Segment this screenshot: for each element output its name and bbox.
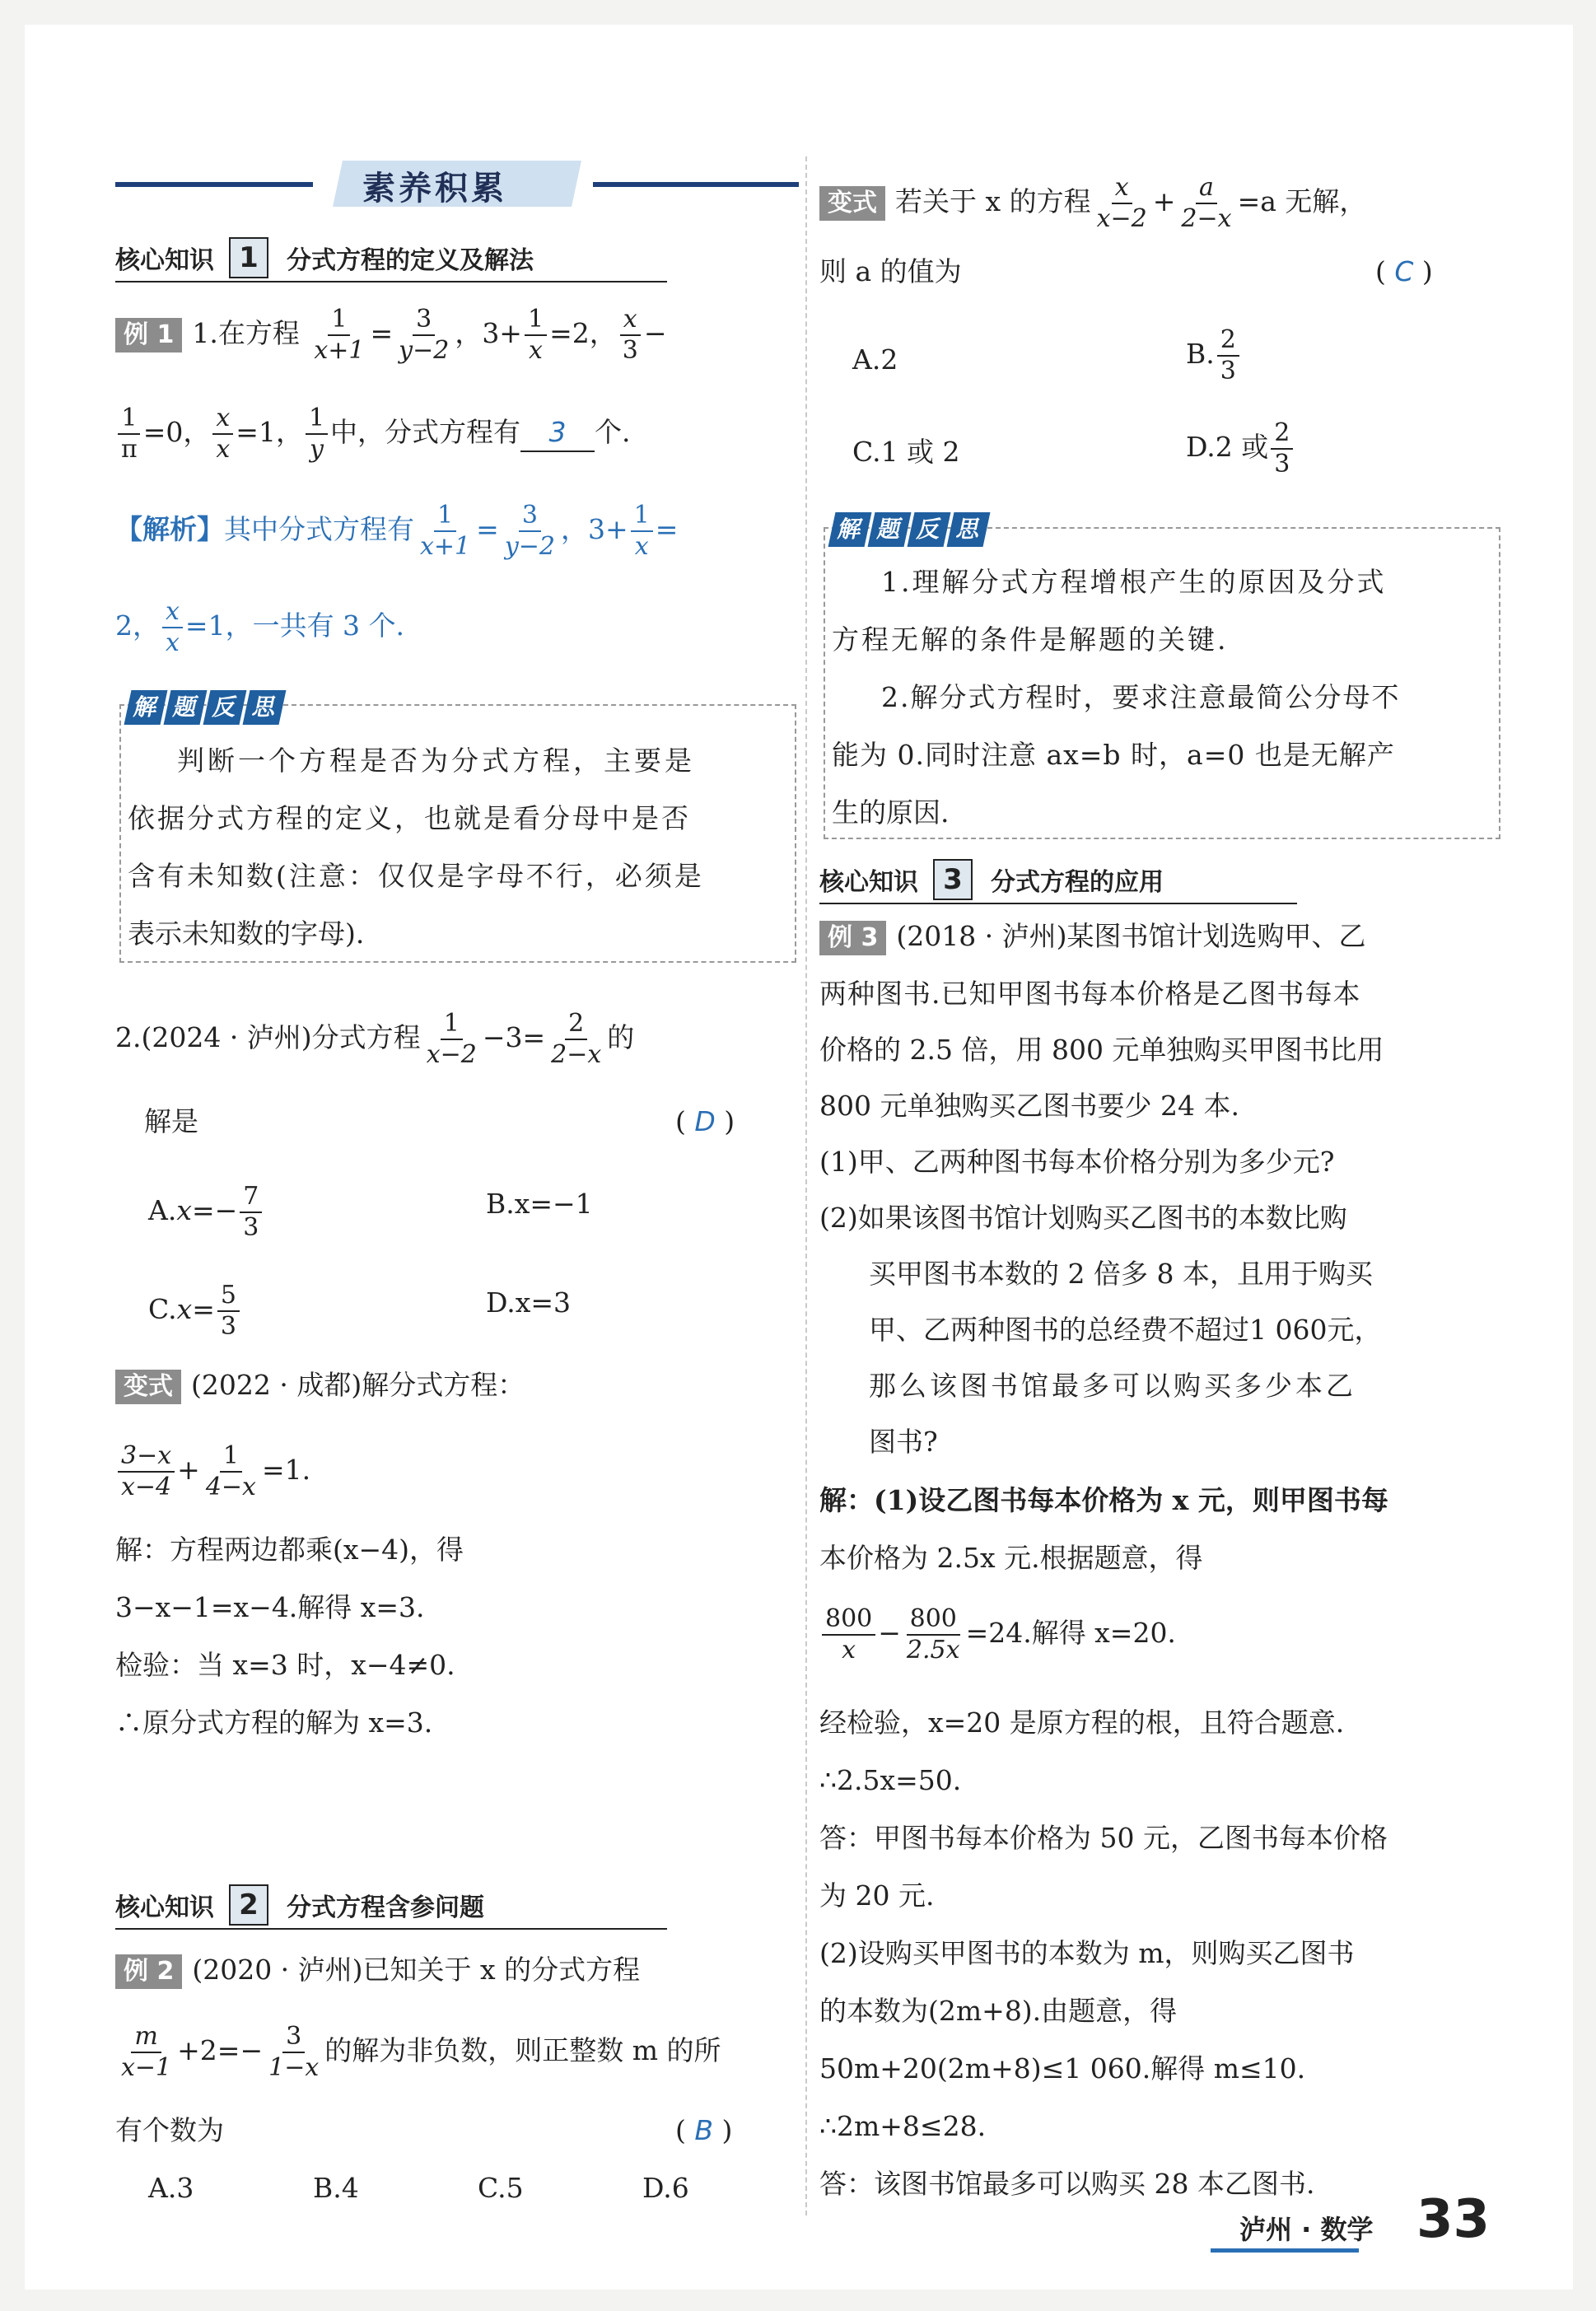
- header-rule-right: [593, 182, 799, 187]
- fraction: $\frac{2}{2-x}$: [551, 1009, 602, 1069]
- header-title-text: 素养积累: [362, 170, 507, 208]
- ex3-solution-line: 50m+20(2m+8)≤1 060.解得 m≤10.: [819, 2052, 1306, 2085]
- ex1-analysis-line1: 【解析】其中分式方程有 $\frac{1}{x+1}$ = $\frac{3}{y-2}$ ，3+ $\frac{1}{x}$ =: [115, 501, 679, 561]
- var2-line2: 则 a 的值为: [819, 255, 962, 287]
- section1-number: 1: [229, 237, 268, 278]
- section1-title: 分式方程的定义及解法: [287, 246, 534, 275]
- var2-option-a: A.2: [852, 343, 898, 376]
- ex1-tag: 例 1: [115, 318, 182, 352]
- reflect1-line: 判断一个方程是否为分式方程，主要是: [177, 745, 695, 777]
- ex3-solution-line: ∴2.5x=50.: [819, 1764, 962, 1796]
- fraction: $\frac{3-x}{x-4}$: [118, 1441, 175, 1502]
- section3-number: 3: [933, 859, 973, 900]
- ex3-equation: $\frac{800}{x}$ − $\frac{800}{2.5x}$ =24.解得 x=20.: [819, 1604, 1176, 1665]
- var2-tag: 变式: [819, 186, 885, 221]
- footer-underline: [1211, 2248, 1359, 2253]
- section3-heading: [819, 857, 1297, 904]
- section1-heading: [115, 235, 667, 282]
- reflection-title-1: 解 题 反 思: [128, 690, 282, 725]
- var2-line1: 变式 若关于 x 的方程 $\frac{x}{x-2}$ + $\frac{a}{2-x}$ =a 无解，: [819, 173, 1366, 234]
- ex3-solution-line: 解：(1)设乙图书每本价格为 x 元，则甲图书每: [819, 1484, 1388, 1516]
- column-divider: [805, 156, 807, 2215]
- q2-line2: 解是: [144, 1105, 198, 1137]
- ex3-solution-line: (2)设购买甲图书的本数为 m，则购买乙图书: [819, 1937, 1355, 1969]
- fraction: $\frac{1}{x}$: [631, 501, 653, 562]
- ex3-line: 800 元单独购买乙图书要少 24 本.: [819, 1090, 1239, 1122]
- reflect1-line: 表示未知数的字母).: [128, 917, 365, 950]
- reflect2-line: 2.解分式方程时，要求注意最简公分母不: [881, 681, 1401, 713]
- fraction: $\frac{1}{4-x}$: [205, 1441, 256, 1501]
- var1-equation: $\frac{3-x}{x-4}$ + $\frac{1}{4-x}$ =1.: [115, 1441, 310, 1502]
- fraction: $\frac{2}{3}$: [1217, 325, 1239, 386]
- fraction: $\frac{1}{x-2}$: [426, 1009, 477, 1069]
- ex3-line: (1)甲、乙两种图书每本价格分别为多少元?: [819, 1146, 1335, 1178]
- q2-line1: 2.(2024 · 泸州)分式方程 $\frac{1}{x-2}$ −3= $\frac{2}{2-x}$ 的: [115, 1009, 635, 1069]
- fraction: $\frac{1}{x}$: [525, 305, 547, 366]
- fraction: $\frac{1}{y}$: [306, 404, 328, 465]
- q2-option-a: A.x=− $\frac{7}{3}$: [148, 1182, 264, 1243]
- ex2-tag: 例 2: [115, 1954, 182, 1989]
- fraction: $\frac{3}{y-2}$: [399, 305, 450, 365]
- page-number: 33: [1416, 2189, 1491, 2250]
- section3-title: 分式方程的应用: [991, 868, 1164, 897]
- var2-option-b: B. $\frac{2}{3}$: [1186, 325, 1242, 386]
- ex3-line: 图书?: [869, 1426, 938, 1458]
- section2-title: 分式方程含参问题: [287, 1893, 484, 1922]
- reflect1-line: 依据分式方程的定义，也就是看分母中是否: [128, 802, 691, 834]
- reflection-title-2: 解 题 反 思: [832, 512, 987, 547]
- fraction: $\frac{7}{3}$: [240, 1182, 262, 1243]
- reflect1-line: 含有未知数(注意：仅仅是字母不行，必须是: [128, 860, 704, 892]
- fraction: $\frac{3}{1-x}$: [268, 2022, 320, 2082]
- var2-answer: ( C ): [1375, 255, 1433, 287]
- ex3-line: 例 3 (2018 · 泸州)某图书馆计划选购甲、乙: [819, 918, 1366, 955]
- fraction: $\frac{a}{2-x}$: [1181, 173, 1232, 233]
- ex2-option: C.5: [478, 2172, 524, 2204]
- fraction: $\frac{x}{x}$: [162, 597, 183, 658]
- section1-label: 核心知识: [115, 246, 214, 275]
- ex3-solution-line: 经检验，x=20 是原方程的根，且符合题意.: [819, 1706, 1345, 1739]
- ex2-option: B.4: [313, 2172, 359, 2204]
- fraction: $\frac{1}{x+1}$: [420, 501, 471, 561]
- ex3-solution-line: 的本数为(2m+8).由题意，得: [819, 1995, 1178, 2027]
- ex3-solution-line: ∴2m+8≤28.: [819, 2110, 987, 2142]
- ex1-line2: $\frac{1}{\pi}$ =0， $\frac{x}{x}$ =1， $\frac{1}{y}$ 中，分式方程有 3 个.: [115, 404, 631, 465]
- fraction: $\frac{m}{x-1}$: [121, 2022, 172, 2082]
- fraction: $\frac{1}{x+1}$: [314, 305, 365, 365]
- ex1-analysis-line2: 2， $\frac{x}{x}$ =1，一共有 3 个.: [115, 597, 405, 657]
- var2-option-d: D.2 或 $\frac{2}{3}$: [1186, 418, 1295, 479]
- footer-region: 泸州 · 数学: [1239, 2214, 1374, 2245]
- ex3-solution-line: 答：甲图书每本价格为 50 元，乙图书每本价格: [819, 1822, 1388, 1854]
- ex2-option: D.6: [642, 2172, 689, 2204]
- ex2-line1: 例 2 (2020 · 泸州)已知关于 x 的分式方程: [115, 1952, 640, 1989]
- ex2-line2: $\frac{m}{x-1}$ +2=− $\frac{3}{1-x}$ 的解为非负数，则正整数 m 的所: [115, 2022, 721, 2083]
- ex3-solution-line: 答：该图书馆最多可以购买 28 本乙图书.: [819, 2168, 1315, 2200]
- fraction: $\frac{5}{3}$: [217, 1281, 240, 1342]
- ex3-solution-line: 为 20 元.: [819, 1879, 935, 1912]
- ex2-answer: ( B ): [675, 2114, 733, 2146]
- ex3-line: 两种图书.已知甲图书每本价格是乙图书每本: [819, 978, 1361, 1010]
- ex2-line3: 有个数为: [115, 2114, 224, 2146]
- reflect2-line: 方程无解的条件是解题的关键.: [832, 623, 1229, 656]
- q2-option-d: D.x=3: [486, 1286, 572, 1319]
- ex3-solution-line: 本价格为 2.5x 元.根据题意，得: [819, 1542, 1203, 1574]
- fraction: $\frac{3}{y-2}$: [504, 501, 555, 561]
- section3-label: 核心知识: [819, 868, 918, 897]
- fraction: $\frac{x}{x-2}$: [1096, 173, 1147, 233]
- section-header: [115, 161, 799, 210]
- reflect2-line: 能为 0.同时注意 ax=b 时，a=0 也是无解产: [832, 739, 1395, 771]
- fraction: $\frac{800}{x}$: [822, 1604, 875, 1665]
- workbook-page: [25, 25, 1573, 2290]
- q2-option-b: B.x=−1: [486, 1188, 593, 1220]
- fraction: $\frac{x}{3}$: [619, 305, 642, 366]
- var1-solution-line: 解：方程两边都乘(x−4)，得: [115, 1534, 464, 1566]
- var1-solution-line: 检验：当 x=3 时，x−4≠0.: [115, 1649, 455, 1681]
- var2-option-c: C.1 或 2: [852, 436, 960, 468]
- fraction: $\frac{1}{\pi}$: [118, 404, 141, 465]
- ex3-line: 买甲图书本数的 2 倍多 8 本，且用于购买: [869, 1258, 1373, 1290]
- var1-line1: 变式 (2022 · 成都)解分式方程：: [115, 1367, 525, 1404]
- ex3-line: 那么该图书馆最多可以购买多少本乙: [869, 1370, 1356, 1402]
- ex3-tag: 例 3: [819, 921, 886, 955]
- fraction: $\frac{800}{2.5x}$: [906, 1604, 960, 1664]
- q2-option-c: C.x= $\frac{5}{3}$: [148, 1281, 242, 1342]
- section2-number: 2: [229, 1884, 268, 1926]
- fraction: $\frac{2}{3}$: [1271, 418, 1293, 479]
- header-rule-left: [115, 182, 313, 187]
- var1-tag: 变式: [115, 1370, 181, 1404]
- reflect2-line: 1.理解分式方程增根产生的原因及分式: [881, 566, 1387, 598]
- fraction: $\frac{x}{x}$: [212, 404, 233, 465]
- ex3-line: 价格的 2.5 倍，用 800 元单独购买甲图书比用: [819, 1034, 1384, 1066]
- ex3-line: (2)如果该图书馆计划购买乙图书的本数比购: [819, 1202, 1347, 1234]
- ex3-line: 甲、乙两种图书的总经费不超过1 060元，: [869, 1314, 1382, 1346]
- var1-solution-line: ∴原分式方程的解为 x=3.: [115, 1706, 433, 1739]
- var1-solution-line: 3−x−1=x−4.解得 x=3.: [115, 1591, 425, 1623]
- ex1-line1: 例 1 1.在方程 $\frac{1}{x+1}$ = $\frac{3}{y-2}$ ，3+ $\frac{1}{x}$ =2， $\frac{x}{3}$ −: [115, 305, 666, 366]
- ex2-option: A.3: [148, 2172, 194, 2204]
- section2-heading: [115, 1882, 667, 1930]
- q2-answer: ( D ): [675, 1105, 735, 1137]
- ex1-answer-blank: 3: [520, 414, 595, 452]
- section2-label: 核心知识: [115, 1893, 214, 1922]
- reflect2-line: 生的原因.: [832, 796, 950, 829]
